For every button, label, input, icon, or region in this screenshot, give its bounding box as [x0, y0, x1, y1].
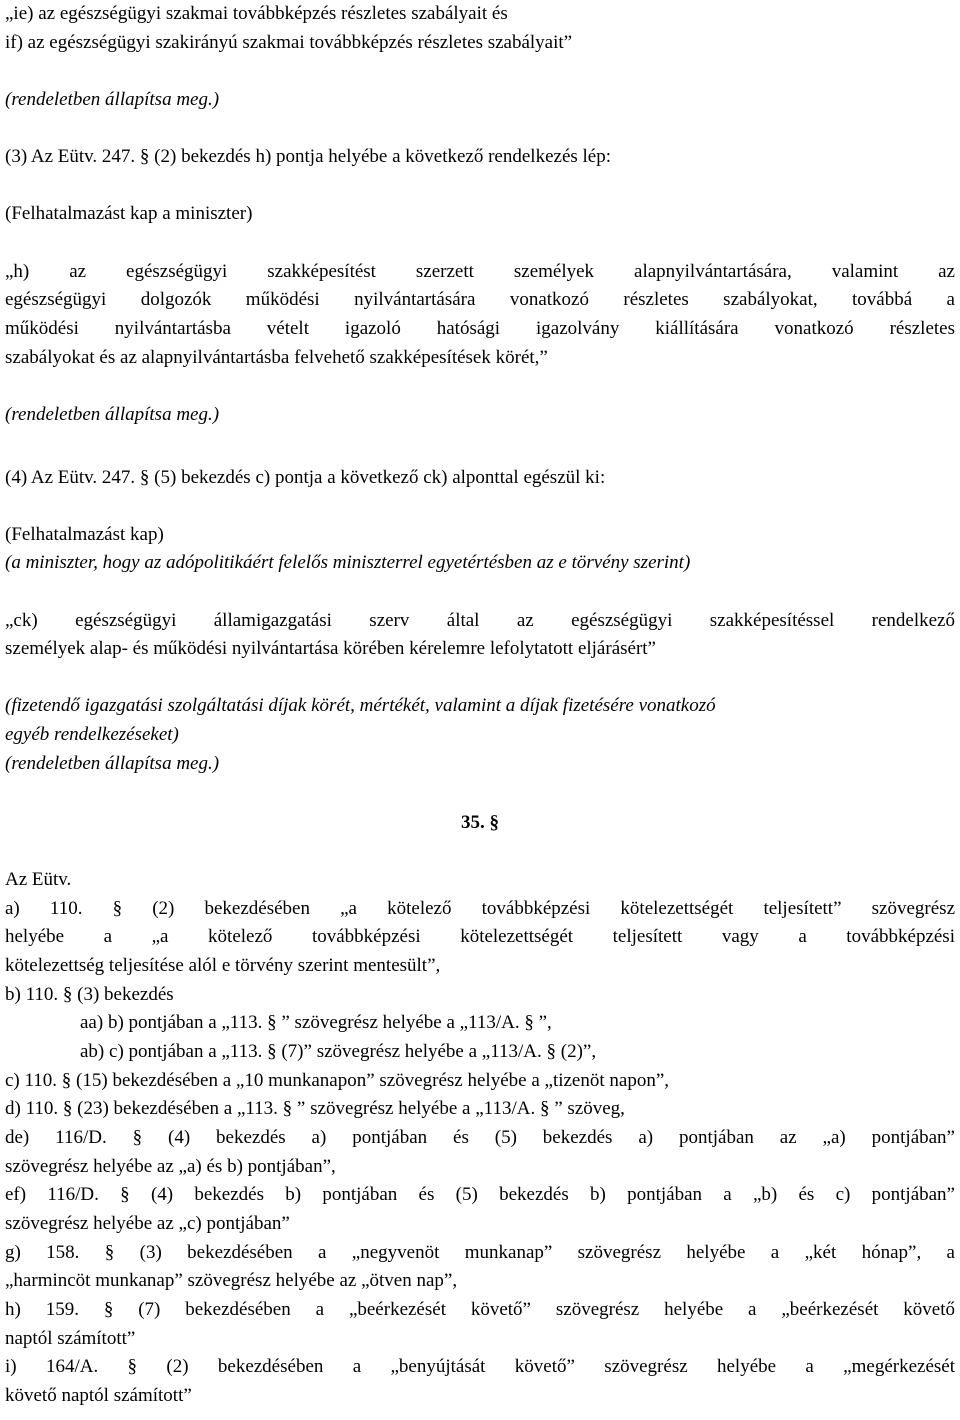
text-line: „h) az egészségügyi szakképesítést szerzett személyek alapnyilvántartására, valamint az — [5, 261, 955, 282]
text-line: Az Eütv. — [5, 869, 72, 890]
text-line: ef) 116/D. § (4) bekezdés b) pontjában és (5) bekezdés b) pontjában a „b) és c) pontjában” — [5, 1184, 955, 1205]
text-line: naptól számított” — [5, 1328, 136, 1349]
text-line: „harmincöt munkanap” szövegrész helyébe az „ötven nap”, — [5, 1270, 458, 1291]
text-line: (3) Az Eütv. 247. § (2) bekezdés h) pontja helyébe a következő rendelkezés lép: — [5, 146, 612, 167]
text-line: d) 110. § (23) bekezdésében a „113. § ” szövegrész helyébe a „113/A. § ” szöveg, — [5, 1098, 625, 1119]
text-line: i) 164/A. § (2) bekezdésében a „benyújtását követő” szövegrész helyébe a „megérkezését — [5, 1356, 955, 1377]
text-line: működési nyilvántartásba vételt igazoló hatósági igazolvány kiállítására vonatkozó részletes — [5, 318, 955, 339]
text-line: (rendeletben állapítsa meg.) — [5, 89, 220, 110]
text-line: személyek alap- és működési nyilvántartása körében kérelemre lefolytatott eljárásért” — [5, 638, 656, 659]
text-line: kötelezettség teljesítése alól e törvény szerint mentesült”, — [5, 955, 441, 976]
text-line: helyébe a „a kötelező továbbképzési kötelezettségét teljesített vagy a továbbképzési — [5, 926, 955, 947]
text-line: szövegrész helyébe az „c) pontjában” — [5, 1213, 290, 1234]
text-line: ab) c) pontjában a „113. § (7)” szövegrész helyébe a „113/A. § (2)”, — [80, 1041, 597, 1062]
text-line: g) 158. § (3) bekezdésében a „negyvenöt munkanap” szövegrész helyébe a „két hónap”, a — [5, 1242, 955, 1263]
text-line: b) 110. § (3) bekezdés — [5, 984, 174, 1005]
text-line: egyéb rendelkezéseket) — [5, 724, 179, 745]
text-line: (rendeletben állapítsa meg.) — [5, 753, 220, 774]
text-line: aa) b) pontjában a „113. § ” szövegrész helyébe a „113/A. § ”, — [80, 1012, 552, 1033]
text-line: a) 110. § (2) bekezdésében „a kötelező továbbképzési kötelezettségét teljesített” szövegrész — [5, 898, 955, 919]
text-line: követő naptól számított” — [5, 1385, 192, 1406]
text-line: egészségügyi dolgozók működési nyilvántartására vonatkozó részletes szabályokat, továbbá a — [5, 289, 955, 310]
text-line: (4) Az Eütv. 247. § (5) bekezdés c) pontja a következő ck) alponttal egészül ki: — [5, 467, 606, 488]
text-line: (rendeletben állapítsa meg.) — [5, 404, 220, 425]
section-heading: 35. § — [461, 812, 499, 833]
text-line: szövegrész helyébe az „a) és b) pontjában”, — [5, 1156, 336, 1177]
text-line: „ie) az egészségügyi szakmai továbbképzés részletes szabályait és — [5, 3, 508, 24]
text-line: c) 110. § (15) bekezdésében a „10 munkanapon” szövegrész helyébe a „tizenöt napon”, — [5, 1070, 670, 1091]
text-line: (Felhatalmazást kap a miniszter) — [5, 203, 253, 224]
text-line: (fizetendő igazgatási szolgáltatási díjak körét, mértékét, valamint a díjak fizetésére vonatkozó — [5, 695, 716, 716]
text-line: szabályokat és az alapnyilvántartásba felvehető szakképesítések körét,” — [5, 347, 548, 368]
text-line: if) az egészségügyi szakirányú szakmai továbbképzés részletes szabályait” — [5, 32, 573, 53]
text-line: „ck) egészségügyi államigazgatási szerv által az egészségügyi szakképesítéssel rendelkező — [5, 610, 955, 631]
text-line: (a miniszter, hogy az adópolitikáért felelős miniszterrel egyetértésben az e törvény szerint) — [5, 552, 691, 573]
text-line: (Felhatalmazást kap) — [5, 524, 164, 545]
text-line: h) 159. § (7) bekezdésében a „beérkezését követő” szövegrész helyébe a „beérkezését követő — [5, 1299, 955, 1320]
text-line: de) 116/D. § (4) bekezdés a) pontjában és (5) bekezdés a) pontjában az „a) pontjában” — [5, 1127, 955, 1148]
